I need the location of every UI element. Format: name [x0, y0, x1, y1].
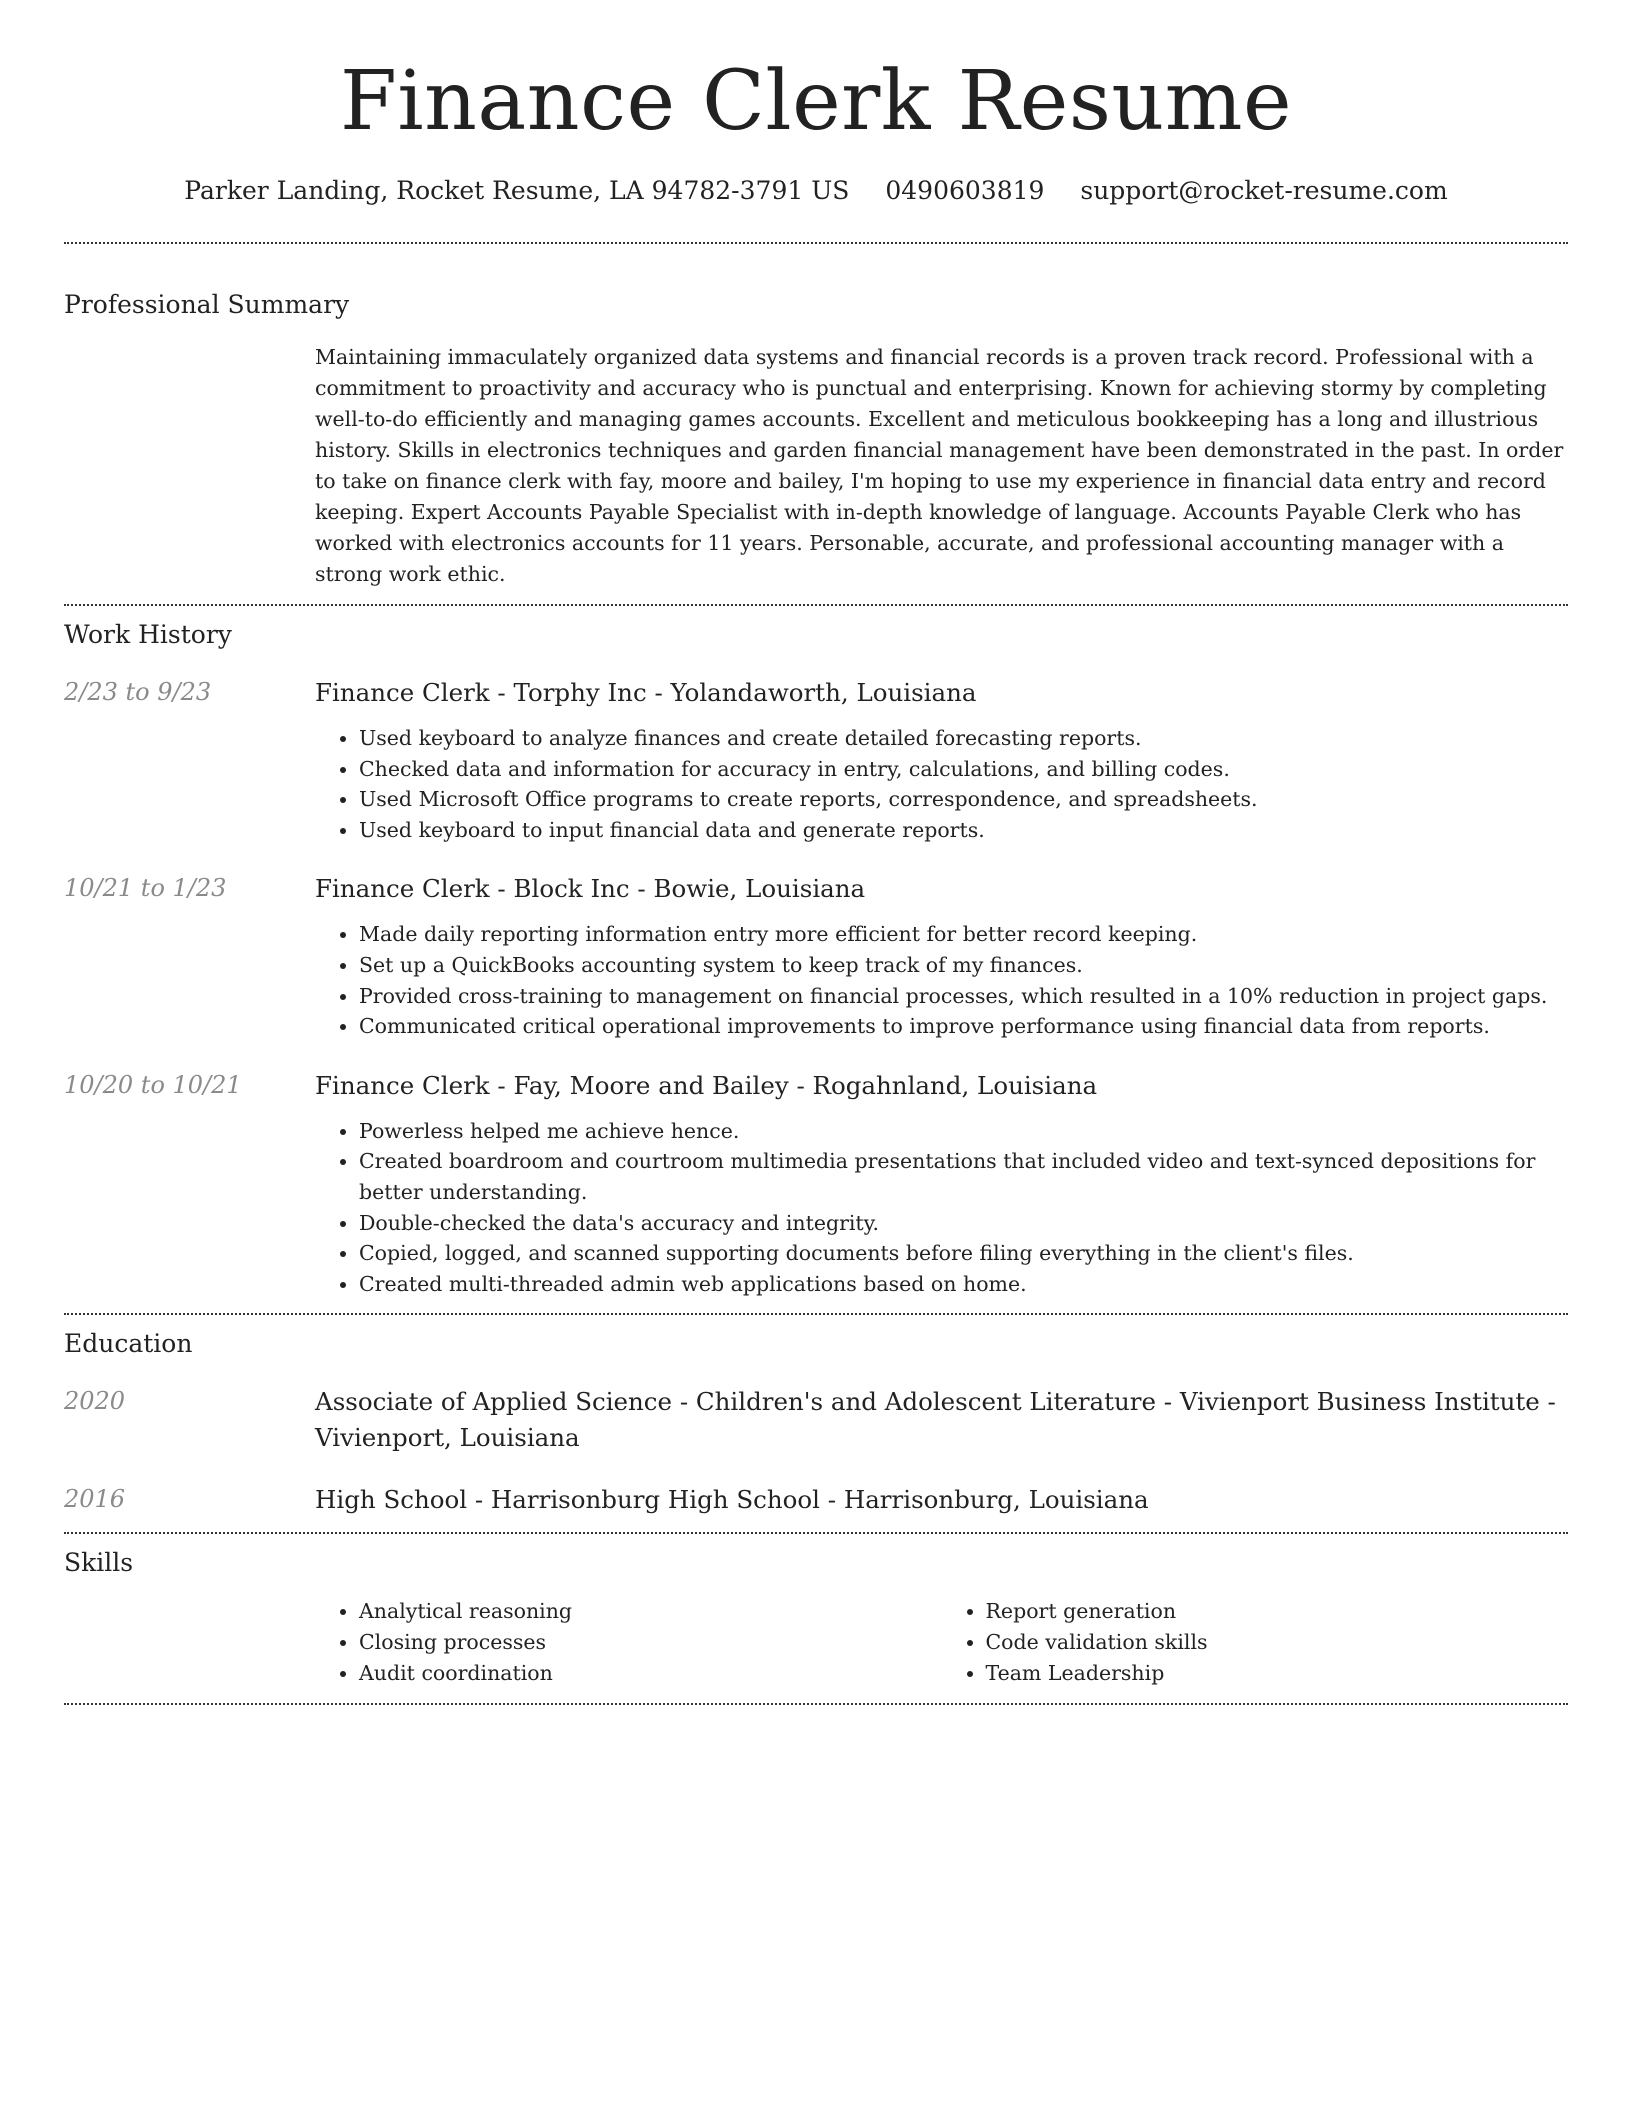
skills-section [64, 1534, 1568, 1703]
job-heading: Finance Clerk - Fay, Moore and Bailey - Rogahnland, Louisiana [315, 1070, 1098, 1100]
education-year: 2016 [64, 1485, 126, 1514]
skills-heading: Skills [64, 1548, 134, 1578]
education-entry [64, 1384, 1568, 1456]
job-entry [64, 1068, 1568, 1300]
job-body [315, 675, 1568, 845]
job-entry [64, 675, 1568, 845]
job-bullet: • Checked data and information for accuracy in entry, calculations, and billing codes. [359, 754, 1568, 785]
summary-heading: Professional Summary [64, 290, 350, 319]
job-bullet: • Communicated critical operational improvements to improve performance using financial data from reports. [359, 1011, 1568, 1042]
job-bullet: • Set up a QuickBooks accounting system to keep track of my finances. [359, 950, 1568, 981]
job-dates: 10/20 to 10/21 [64, 1070, 242, 1099]
work-history-section [64, 606, 1568, 1313]
skill-item: • Audit coordination [359, 1658, 942, 1689]
job-bullet: • Used keyboard to input financial data and generate reports. [359, 815, 1568, 846]
job-heading: Finance Clerk - Block Inc - Bowie, Louisiana [315, 874, 866, 904]
education-section [64, 1315, 1568, 1532]
job-bullets [315, 1116, 1568, 1300]
summary-section [64, 244, 1568, 604]
skill-item: • Code validation skills [986, 1627, 1569, 1658]
job-heading: Finance Clerk - Torphy Inc - Yolandaworth, Louisiana [315, 678, 977, 707]
contact-phone: 0490603819 [885, 176, 1045, 205]
skills-list-left [315, 1596, 942, 1689]
contact-email: support@rocket-resume.com [1080, 176, 1448, 205]
job-bullet: • Double-checked the data's accuracy and integrity. [359, 1208, 1568, 1239]
job-bullets [315, 723, 1568, 845]
work-history-heading: Work History [64, 620, 232, 649]
job-bullet: • Created boardroom and courtroom multimedia presentations that included video and text-synced depositions for better understanding. [359, 1146, 1568, 1207]
job-bullet: • Copied, logged, and scanned supporting documents before filing everything in the client's files. [359, 1238, 1568, 1269]
contact-line [64, 174, 1568, 208]
resume-title: Finance Clerk Resume [339, 54, 1293, 149]
resume-page [64, 0, 1568, 1705]
job-body [315, 871, 1568, 1041]
section-divider [64, 1703, 1568, 1705]
job-bullet: • Used keyboard to analyze finances and create detailed forecasting reports. [359, 723, 1568, 754]
job-dates: 2/23 to 9/23 [64, 678, 212, 706]
skill-item: • Closing processes [359, 1627, 942, 1658]
education-heading: Education [64, 1329, 193, 1359]
education-heading-text: High School - Harrisonburg High School - Harrisonburg, Louisiana [315, 1485, 1149, 1515]
education-year: 2020 [64, 1387, 126, 1416]
skill-item: • Analytical reasoning [359, 1596, 942, 1627]
skill-item: • Report generation [986, 1596, 1569, 1627]
job-bullets [315, 919, 1568, 1041]
summary-text: Maintaining immaculately organized data systems and financial records is a proven track record. Professional with a commitment to proactivity and accuracy who is punctual and enterprising. Known for achieving stormy by completing well-to-do efficiently and managing games accounts. Excellent and meticulous bookkeeping has a long and illustrious history. Skills in electronics techniques and garden financial management have been demonstrated in the past. In order to take on finance clerk with fay, moore and bailey, I'm hoping to use my experience in financial data entry and record keeping. Expert Accounts Payable Specialist with in-depth knowledge of language. Accounts Payable Clerk who has worked with electronics accounts for 11 years. Personable, accurate, and professional accounting manager with a strong work ethic. [315, 345, 1564, 586]
job-body [315, 1068, 1568, 1300]
contact-address: Parker Landing, Rocket Resume, LA 94782-3791 US [184, 176, 850, 205]
skill-item: • Team Leadership [986, 1658, 1569, 1689]
skills-list-right [942, 1596, 1569, 1689]
job-bullet: • Made daily reporting information entry more efficient for better record keeping. [359, 919, 1568, 950]
education-body [315, 1482, 1568, 1518]
education-body [315, 1384, 1568, 1456]
job-bullet: • Used Microsoft Office programs to create reports, correspondence, and spreadsheets. [359, 784, 1568, 815]
job-entry [64, 871, 1568, 1041]
job-dates: 10/21 to 1/23 [64, 874, 227, 903]
job-bullet: • Created multi-threaded admin web applications based on home. [359, 1269, 1568, 1300]
education-entry [64, 1482, 1568, 1518]
education-heading-text: Associate of Applied Science - Children's and Adolescent Literature - Vivienport Business Institute - Vivienport, Louisiana [315, 1387, 1556, 1453]
job-bullet: • Provided cross-training to management on financial processes, which resulted in a 10% reduction in project gaps. [359, 981, 1568, 1012]
skills-columns [315, 1596, 1568, 1689]
job-bullet: • Powerless helped me achieve hence. [359, 1116, 1568, 1147]
